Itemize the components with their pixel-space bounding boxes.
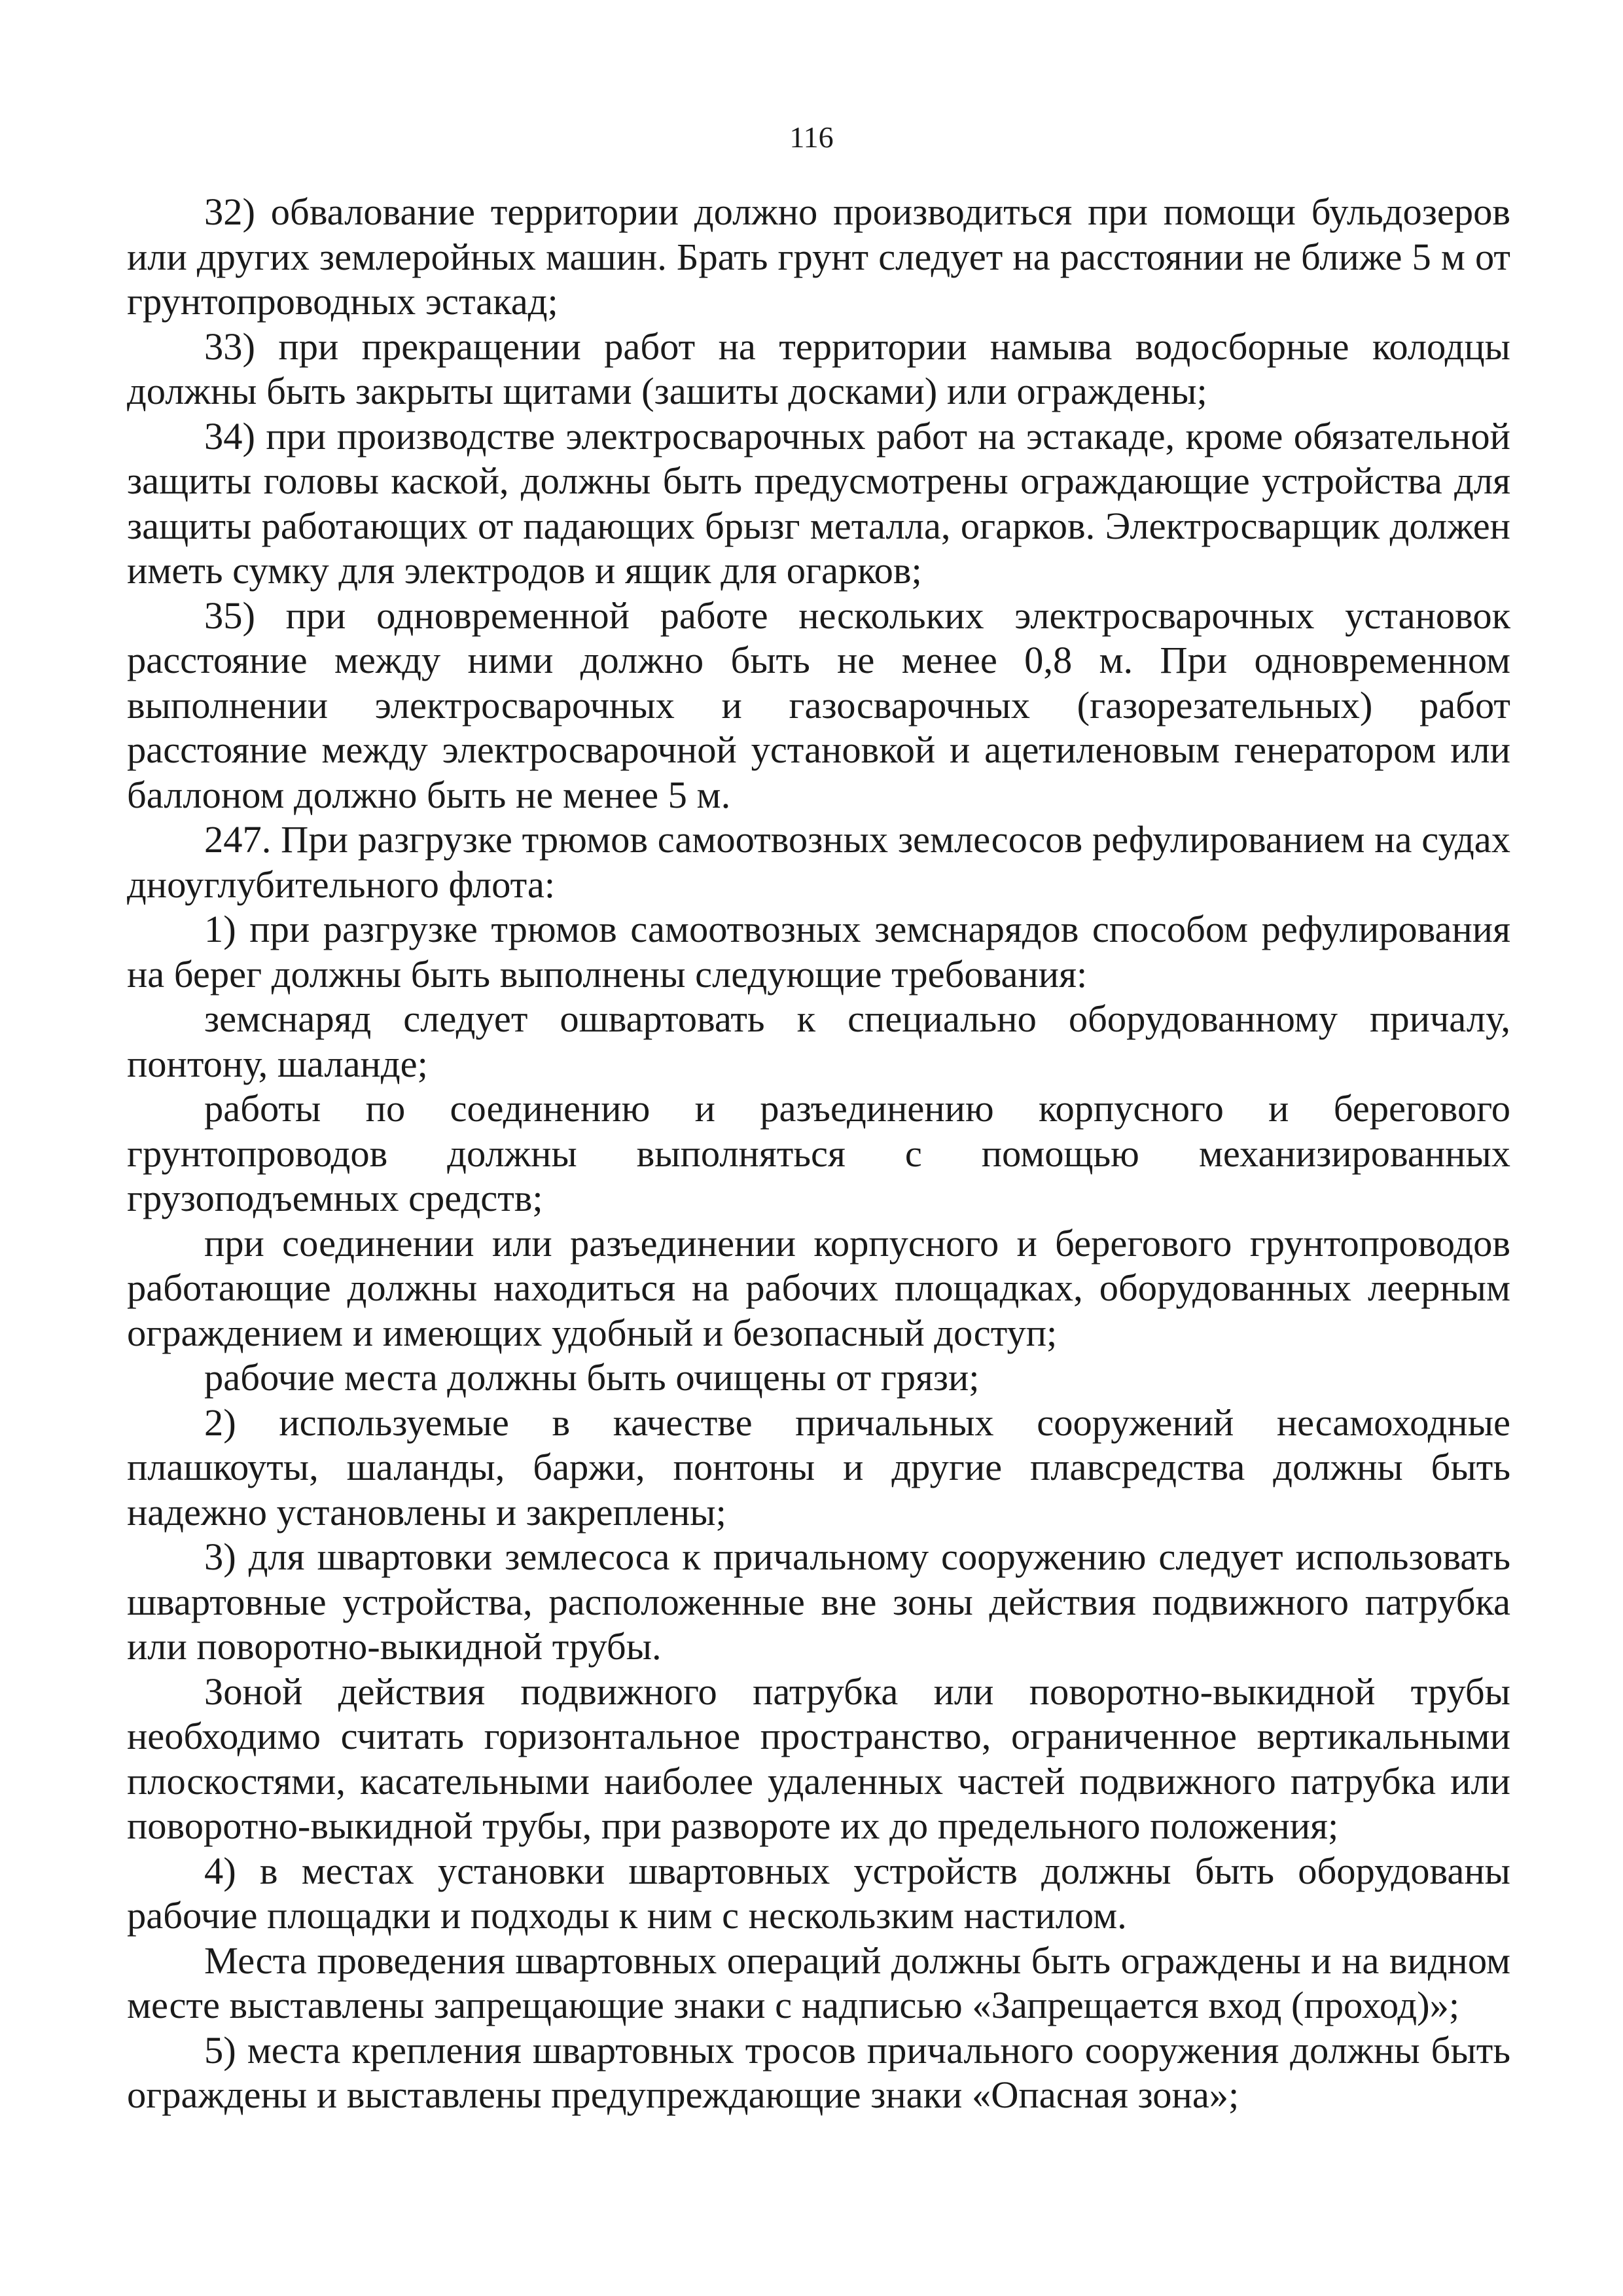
paragraph-item-2: 2) используемые в качестве причальных сооружений несамоходные плашкоуты, шаланды, баржи, понтоны и другие плавсредства должны быть надежно установлены и закреплены; xyxy=(127,1401,1510,1534)
paragraph-item-33: 33) при прекращении работ на территории намыва водосборные колодцы должны быть закрыты щитами (зашиты досками) или ограждены; xyxy=(127,325,1510,412)
document-body xyxy=(127,190,1510,2118)
paragraph-item-3: 3) для швартовки землесоса к причальному сооружению следует использовать швартовные устройства, расположенные вне зоны действия подвижного патрубка или поворотно-выкидной трубы. xyxy=(127,1535,1510,1668)
paragraph-item-1: 1) при разгрузке трюмов самоотвозных земснарядов способом рефулирования на берег должны быть выполнены следующие требования: xyxy=(127,908,1510,996)
paragraph-item-35: 35) при одновременной работе нескольких электросварочных установок расстояние между ними должно быть не менее 0,8 м. При одновременном выполнении электросварочных и газосварочных (газорезательных) работ расстояние между электросварочной установкой и ацетиленовым генератором или баллоном должно быть не менее 5 м. xyxy=(127,594,1510,816)
paragraph-item-34: 34) при производстве электросварочных работ на эстакаде, кроме обязательной защиты головы каской, должны быть предусмотрены ограждающие устройства для защиты работающих от падающих брызг металла, огарков. Электросварщик должен иметь сумку для электродов и ящик для огарков; xyxy=(127,414,1510,592)
mooring-operations-fencing: Места проведения швартовных операций должны быть ограждены и на видном месте выставлены запрещающие знаки с надписью «Запрещается вход (проход)»; xyxy=(127,1939,1510,2026)
action-zone-definition: Зоной действия подвижного патрубка или поворотно-выкидной трубы необходимо считать горизонтальное пространство, ограниченное вертикальными плоскостями, касательными наиболее удаленных частей подвижного патрубка или поворотно-выкидной трубы, при развороте их до предельного положения; xyxy=(127,1670,1510,1847)
requirement-connection-work: работы по соединению и разъединению корпусного и берегового грунтопроводов должны выполняться с помощью механизированных грузоподъемных средств; xyxy=(127,1087,1510,1219)
paragraph-item-5: 5) места крепления швартовных тросов причального сооружения должны быть ограждены и выставлены предупреждающие знаки «Опасная зона»; xyxy=(127,2028,1510,2116)
requirement-clean-workplaces: рабочие места должны быть очищены от грязи; xyxy=(204,1356,980,1399)
requirement-work-platforms: при соединении или разъединении корпусного и берегового грунтопроводов работающие должны находиться на рабочих площадках, оборудованных леерным ограждением и имеющих удобный и безопасный доступ; xyxy=(127,1221,1510,1354)
section-247: 247. При разгрузке трюмов самоотвозных землесосов рефулированием на судах дноуглубительного флота: xyxy=(127,818,1510,906)
page-number: 116 xyxy=(789,120,834,154)
paragraph-item-4: 4) в местах установки швартовных устройств должны быть оборудованы рабочие площадки и подходы к ним с нескользким настилом. xyxy=(127,1849,1510,1937)
requirement-mooring: земснаряд следует ошвартовать к специально оборудованному причалу, понтону, шаланде; xyxy=(127,997,1510,1085)
paragraph-item-32: 32) обвалование территории должно производиться при помощи бульдозеров или других землеройных машин. Брать грунт следует на расстоянии не ближе 5 м от грунтопроводных эстакад; xyxy=(127,190,1510,323)
